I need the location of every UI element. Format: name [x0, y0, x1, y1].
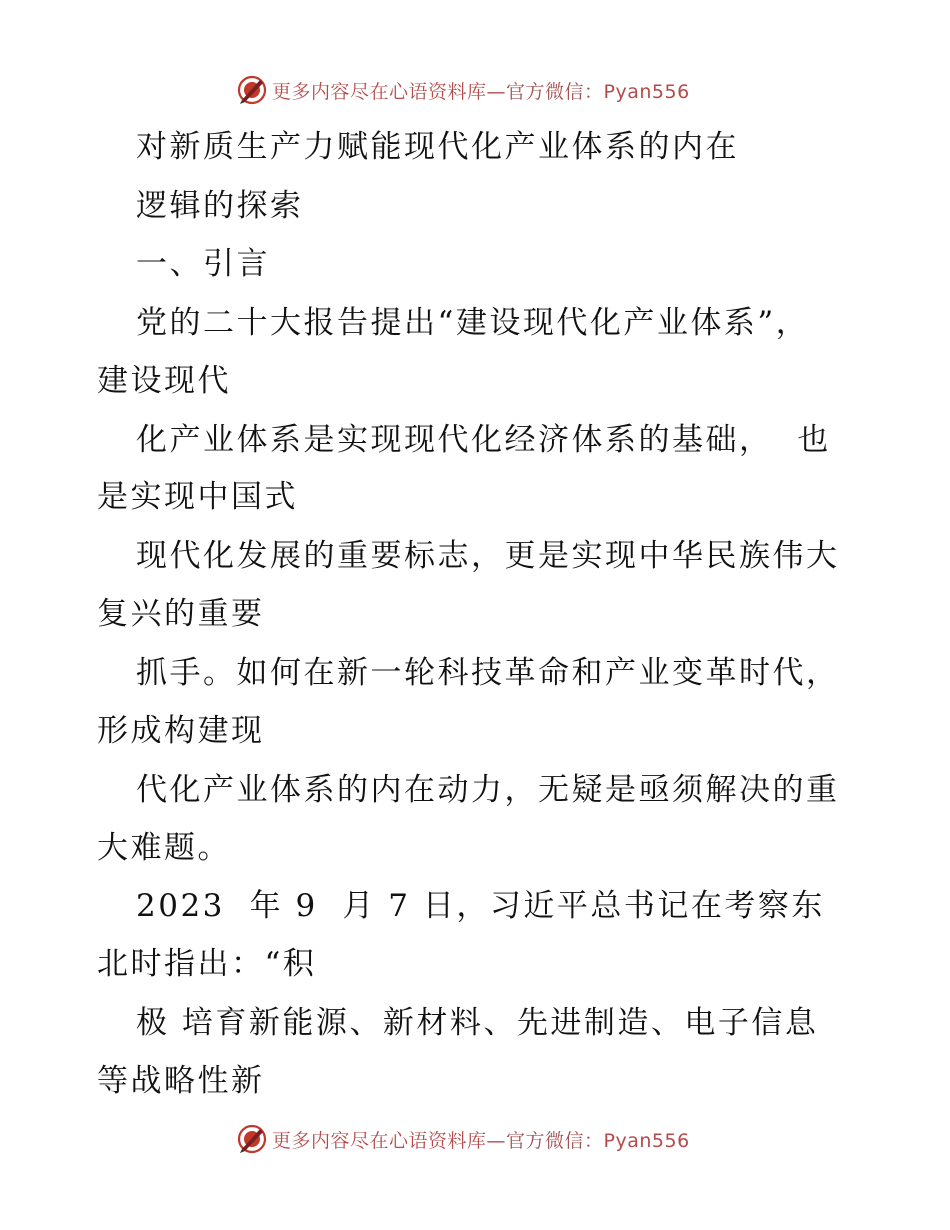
watermark-wechat-id: Pyan556 [603, 80, 690, 103]
watermark-site-name: 更多内容尽在心语资料库 [272, 1129, 487, 1152]
paragraph-line: 大难题。 [97, 830, 231, 866]
paragraph-line: 复兴的重要 [97, 596, 265, 632]
paragraph-line: 党的二十大报告提出“建设现代化产业体系”， [136, 305, 810, 341]
paragraph-line: 现代化发展的重要标志，更是实现中华民族伟大 [136, 538, 840, 574]
paragraph-line: 建设现代 [97, 363, 231, 399]
header-watermark [236, 73, 690, 107]
watermark-wechat-label: 官方微信： [506, 1129, 604, 1152]
watermark-wechat-label: 官方微信： [506, 80, 604, 103]
document-title-line-2: 逻辑的探索 [136, 188, 304, 224]
footer-watermark [236, 1122, 690, 1156]
paragraph-line: 等战略性新 [97, 1063, 265, 1099]
paragraph-line: 北时指出：“积 [97, 946, 317, 982]
paragraph-line: 极 培育新能源、新材料、先进制造、电子信息 [136, 1005, 819, 1041]
section-heading: 一、引言 [136, 246, 270, 282]
watermark-separator: — [486, 80, 507, 103]
pen-logo-icon [236, 1123, 268, 1155]
paragraph-line: 2023 年 9 月 7 日，习近平总书记在考察东 [136, 888, 825, 924]
watermark-site-name: 更多内容尽在心语资料库 [272, 80, 487, 103]
paragraph-line: 形成构建现 [97, 713, 265, 749]
paragraph-line: 是实现中国式 [97, 479, 298, 515]
paragraph-line: 抓手。如何在新一轮科技革命和产业变革时代， [136, 655, 840, 691]
document-title-line-1: 对新质生产力赋能现代化产业体系的内在 [136, 129, 739, 165]
pen-logo-icon [236, 74, 268, 106]
paragraph-line: 代化产业体系的内在动力，无疑是亟须解决的重 [136, 772, 840, 808]
paragraph-line: 化产业体系是实现现代化经济体系的基础， 也 [136, 422, 831, 458]
watermark-wechat-id: Pyan556 [603, 1129, 690, 1152]
watermark-text [272, 77, 690, 104]
watermark-separator: — [486, 1129, 507, 1152]
watermark-text [272, 1126, 690, 1153]
